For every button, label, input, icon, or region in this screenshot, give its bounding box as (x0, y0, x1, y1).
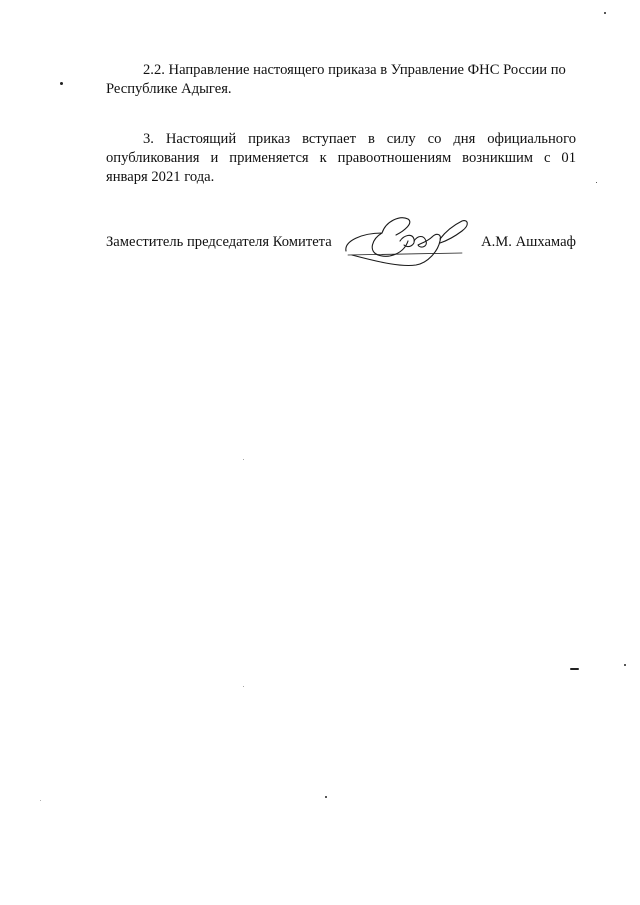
paragraph-line: января 2021 года. (106, 169, 215, 185)
paragraph-2-2 (106, 61, 576, 99)
scan-speck (243, 686, 244, 687)
scan-speck (40, 800, 41, 801)
scan-speck (243, 459, 244, 460)
scan-speck (596, 182, 597, 183)
signatory-position: Заместитель председателя Комитета (106, 234, 332, 250)
paragraph-line: Республике Адыгея. (106, 81, 232, 97)
scan-speck (624, 664, 626, 666)
paragraph-line: 3. Настоящий приказ вступает в силу со дня официального (143, 131, 576, 147)
signatory-name: А.М. Ашхамаф (481, 234, 576, 250)
scan-speck (570, 668, 579, 670)
scan-speck (325, 796, 327, 798)
scan-speck (60, 82, 63, 85)
paragraph-3 (106, 130, 576, 187)
paragraph-line: 2.2. Направление настоящего приказа в Управление ФНС России по (143, 62, 566, 78)
paragraph-line: опубликования и применяется к правоотношениям возникшим с 01 (106, 150, 576, 166)
handwritten-signature (342, 211, 482, 269)
scan-speck (604, 12, 606, 14)
signature-block (106, 233, 576, 273)
